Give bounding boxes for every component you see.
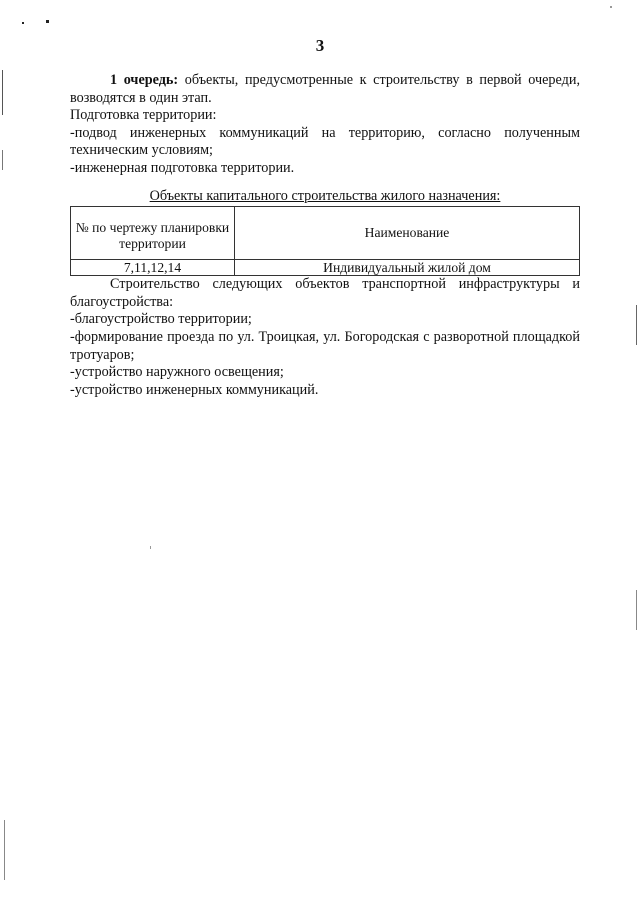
infrastructure-intro: Строительство следующих объектов транспортной инфраструктуры и благоустройства:: [70, 276, 580, 310]
table-row: [71, 260, 580, 276]
page-number: 3: [315, 36, 325, 55]
objects-table: [70, 206, 580, 276]
infrastructure-item: -формирование проезда по ул. Троицкая, ул. Богородская с разворотной площадкой тротуаров;: [70, 328, 580, 363]
scan-mark: [46, 20, 49, 23]
preparation-item: -инженерная подготовка территории.: [70, 159, 295, 176]
column-header-drawing-number: № по чертежу планировки территории: [71, 207, 235, 260]
stage-label: 1 очередь:: [110, 72, 179, 88]
scan-mark: [22, 22, 24, 24]
scan-mark: [610, 6, 612, 8]
preparation-heading: Подготовка территории:: [70, 107, 217, 124]
preparation-item: -подвод инженерных коммуникаций на территорию, согласно полученным техническим условиям;: [70, 124, 580, 159]
table-cell-name: Индивидуальный жилой дом: [235, 260, 580, 276]
table-cell-drawing-number: 7,11,12,14: [71, 260, 235, 276]
infrastructure-item: -устройство наружного освещения;: [70, 364, 284, 381]
scan-edge-line: [2, 70, 3, 115]
scan-edge-line: [636, 590, 637, 630]
document-body: [70, 72, 580, 399]
scan-edge-line: [2, 150, 3, 170]
column-header-name: Наименование: [235, 207, 580, 260]
infrastructure-item: -благоустройство территории;: [70, 311, 252, 328]
scan-edge-line: [636, 305, 637, 345]
infrastructure-item: -устройство инженерных коммуникаций.: [70, 381, 319, 398]
scan-mark: [150, 546, 151, 549]
intro-paragraph: [70, 72, 580, 107]
intro-text: объекты, предусмотренные к строительству в первой очереди, возводятся в один этап.: [70, 72, 580, 106]
table-header-row: [71, 207, 580, 260]
table-caption: Объекты капитального строительства жилого назначения:: [149, 187, 501, 204]
scan-edge-line: [4, 820, 5, 880]
